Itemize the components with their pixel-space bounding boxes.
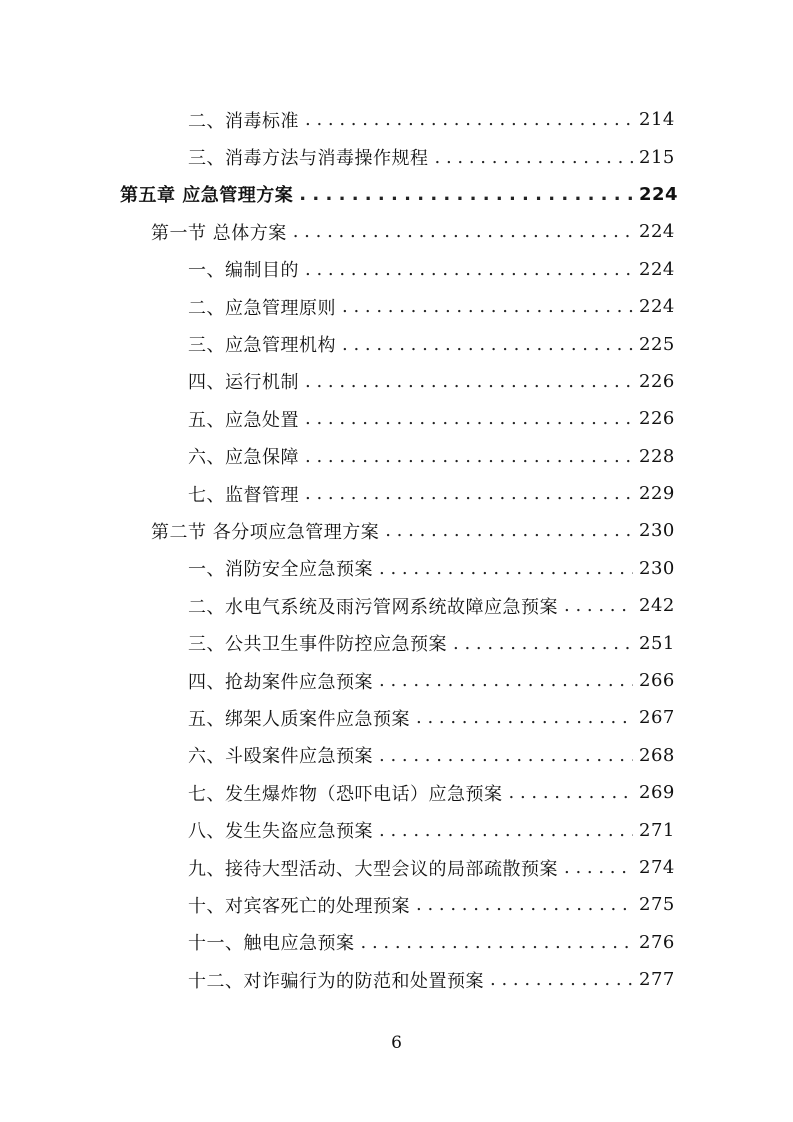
toc-entry[interactable]: [0, 438, 793, 475]
toc-entry-title: 四、运行机制: [188, 372, 299, 394]
toc-chapter-entry[interactable]: [0, 176, 793, 213]
dot-leader: [416, 894, 633, 915]
toc-entry-page: 266: [639, 670, 675, 692]
toc-entry-page: 251: [639, 632, 675, 654]
toc-entry-title: 一、消防安全应急预案: [188, 559, 373, 581]
dot-leader: [385, 520, 633, 541]
toc-entry-page: 214: [639, 109, 675, 131]
dot-leader: [305, 371, 633, 392]
dot-leader: [453, 633, 633, 654]
dot-leader: [564, 595, 633, 616]
toc-entry-title: 二、水电气系统及雨污管网系统故障应急预案: [188, 596, 558, 618]
toc-entry[interactable]: [0, 400, 793, 437]
toc-entry-title: 七、发生爆炸物（恐吓电话）应急预案: [188, 783, 503, 805]
toc-entry-page: 215: [639, 146, 675, 168]
toc-entry-title: 一、编制目的: [188, 260, 299, 282]
toc-entry-page: 226: [639, 408, 675, 430]
dot-leader: [564, 857, 633, 878]
toc-entry-page: 224: [639, 221, 675, 243]
toc-entry-page: 275: [639, 894, 675, 916]
toc-entry[interactable]: [0, 886, 793, 923]
toc-entry[interactable]: [0, 251, 793, 288]
toc-entry[interactable]: [0, 101, 793, 138]
toc-entry-title: 十二、对诈骗行为的防范和处置预案: [188, 970, 484, 992]
dot-leader: [305, 483, 633, 504]
dot-leader: [305, 259, 633, 280]
toc-entry-page: 226: [639, 370, 675, 392]
dot-leader: [435, 147, 634, 168]
toc-entry-title: 第二节 各分项应急管理方案: [151, 521, 380, 543]
toc-entry-title: 三、应急管理机构: [188, 335, 336, 357]
toc-entry-page: 269: [639, 782, 675, 804]
dot-leader: [361, 932, 634, 953]
toc-entry[interactable]: [0, 288, 793, 325]
toc-entry-page: 230: [639, 520, 675, 542]
table-of-contents: [0, 101, 793, 998]
dot-leader: [490, 969, 633, 990]
dot-leader: [509, 782, 634, 803]
toc-entry[interactable]: [0, 475, 793, 512]
dot-leader: [305, 408, 633, 429]
page-number: 6: [391, 1033, 402, 1053]
toc-entry-title: 第一节 总体方案: [151, 222, 287, 244]
toc-entry[interactable]: [0, 662, 793, 699]
dot-leader: [305, 109, 633, 130]
toc-entry-title: 二、应急管理原则: [188, 297, 336, 319]
toc-entry-title: 九、接待大型活动、大型会议的局部疏散预案: [188, 858, 558, 880]
toc-entry[interactable]: [0, 325, 793, 362]
toc-entry-title: 第五章 应急管理方案: [120, 185, 294, 207]
toc-entry[interactable]: [0, 849, 793, 886]
dot-leader: [379, 558, 633, 579]
toc-entry-title: 四、抢劫案件应急预案: [188, 671, 373, 693]
dot-leader: [305, 446, 633, 467]
toc-entry[interactable]: [0, 138, 793, 175]
toc-entry-page: 267: [639, 707, 675, 729]
dot-leader: [342, 334, 633, 355]
toc-section-entry[interactable]: [0, 512, 793, 549]
dot-leader: [379, 670, 633, 691]
toc-entry-title: 十、对宾客死亡的处理预案: [188, 895, 410, 917]
toc-section-entry[interactable]: [0, 213, 793, 250]
toc-entry-title: 八、发生失盗应急预案: [188, 821, 373, 843]
toc-entry-page: 276: [639, 931, 675, 953]
toc-entry[interactable]: [0, 737, 793, 774]
toc-entry[interactable]: [0, 699, 793, 736]
toc-entry-title: 五、应急处置: [188, 409, 299, 431]
toc-entry[interactable]: [0, 550, 793, 587]
toc-entry-page: 225: [639, 333, 675, 355]
toc-entry-page: 277: [639, 969, 675, 991]
toc-entry[interactable]: [0, 363, 793, 400]
toc-entry-page: 242: [639, 595, 675, 617]
toc-entry[interactable]: [0, 587, 793, 624]
toc-entry-title: 六、斗殴案件应急预案: [188, 746, 373, 768]
toc-entry-title: 三、公共卫生事件防控应急预案: [188, 634, 447, 656]
toc-entry-title: 十一、触电应急预案: [188, 933, 355, 955]
toc-entry-title: 六、应急保障: [188, 447, 299, 469]
dot-leader: [416, 707, 633, 728]
toc-entry-page: 229: [639, 483, 675, 505]
toc-entry-page: 230: [639, 557, 675, 579]
dot-leader: [342, 296, 633, 317]
dot-leader: [379, 745, 633, 766]
dot-leader: [379, 820, 633, 841]
toc-entry[interactable]: [0, 774, 793, 811]
toc-entry-page: 224: [639, 183, 679, 205]
toc-entry-page: 224: [639, 296, 675, 318]
toc-entry[interactable]: [0, 924, 793, 961]
toc-entry-page: 271: [639, 819, 675, 841]
toc-entry-page: 228: [639, 445, 675, 467]
toc-entry-title: 二、消毒标准: [188, 110, 299, 132]
toc-entry-title: 五、绑架人质案件应急预案: [188, 708, 410, 730]
toc-entry-page: 274: [639, 857, 675, 878]
toc-entry-title: 七、监督管理: [188, 484, 299, 506]
toc-entry[interactable]: [0, 811, 793, 848]
toc-entry-page: 224: [639, 258, 675, 280]
toc-entry[interactable]: [0, 624, 793, 661]
dot-leader: [293, 221, 633, 242]
toc-entry[interactable]: [0, 961, 793, 998]
dot-leader: [299, 184, 633, 205]
toc-entry-title: 三、消毒方法与消毒操作规程: [188, 148, 429, 170]
toc-entry-page: 268: [639, 744, 675, 766]
